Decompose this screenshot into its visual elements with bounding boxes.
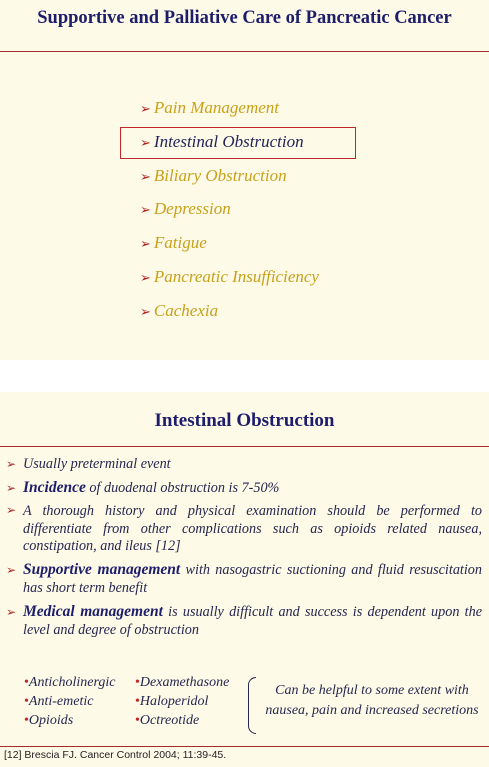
- arrow-bullet-icon: ➢: [140, 236, 151, 252]
- slide-title: Supportive and Palliative Care of Pancreatic Cancer: [37, 8, 452, 28]
- bullet-item: [6, 561, 482, 598]
- topic-label: Biliary Obstruction: [153, 165, 287, 185]
- topic-label: Cachexia: [153, 300, 219, 320]
- footer-divider: [0, 746, 489, 747]
- arrow-bullet-icon: ➢: [140, 269, 151, 285]
- bullet-text: A thorough history and physical examination should be performed to differentiate from other complications such as opioids related nausea, constipation, and ileus [12]: [23, 503, 482, 554]
- slide-intestinal-obstruction: [0, 392, 489, 767]
- bullet-text: of duodenal obstruction is 7-50%: [85, 479, 280, 496]
- arrow-bullet-icon: ➢: [140, 303, 151, 319]
- bullet-item: [6, 603, 482, 640]
- topic-label: Fatigue: [153, 233, 207, 253]
- arrow-bullet-icon: ➢: [6, 457, 17, 471]
- topic-label: Pain Management: [153, 98, 280, 117]
- reference-footer: [12] Brescia FJ. Cancer Control 2004; 11:39-45.: [4, 749, 227, 761]
- bullet-lead: Supportive management: [23, 560, 181, 578]
- drug-item: •Octreotide: [135, 713, 200, 728]
- topic-label: Depression: [153, 199, 231, 219]
- arrow-bullet-icon: ➢: [6, 562, 17, 577]
- arrow-bullet-icon: ➢: [6, 480, 17, 495]
- drug-item: •Dexamethasone: [135, 675, 230, 690]
- arrow-bullet-icon: ➢: [140, 101, 151, 116]
- title-divider: [0, 51, 489, 52]
- drug-item: •Anti-emetic: [24, 694, 94, 709]
- bullet-lead: Medical management: [23, 602, 163, 620]
- drug-list-right: [135, 673, 229, 730]
- arrow-bullet-icon: ➢: [6, 503, 17, 517]
- arrow-bullet-icon: ➢: [6, 604, 17, 619]
- bullet-text: with nasogastric suctioning and fluid resuscitation has short term benefit: [23, 561, 482, 596]
- topic-item-pancreatic-insufficiency: [140, 266, 319, 300]
- bullet-list: [6, 455, 482, 645]
- drug-item: •Haloperidol: [135, 694, 209, 709]
- topic-label: Pancreatic Insufficiency: [153, 266, 319, 286]
- bullet-text: Usually preterminal event: [23, 456, 171, 472]
- drug-list-left: [24, 673, 115, 730]
- benefit-note: Can be helpful to some extent with nausea, pain and increased secretions: [265, 683, 479, 718]
- arrow-bullet-icon: ➢: [140, 134, 151, 150]
- arrow-bullet-icon: ➢: [140, 202, 151, 218]
- topic-label: Intestinal Obstruction: [153, 131, 304, 151]
- bullet-item: [6, 479, 482, 498]
- slide-supportive-care: [0, 0, 489, 360]
- topic-item-fatigue: [140, 232, 319, 266]
- bullet-item: [6, 502, 482, 556]
- drug-item: •Anticholinergic: [24, 675, 116, 690]
- slide-title: Intestinal Obstruction: [154, 410, 335, 431]
- bullet-text: is usually difficult and success is dependent upon the level and degree of obstruction: [23, 603, 482, 638]
- arrow-bullet-icon: ➢: [140, 168, 151, 184]
- title-divider: [0, 446, 489, 447]
- drug-item: •Opioids: [24, 713, 74, 728]
- brace-bracket: [248, 677, 256, 734]
- topic-item-pain-management: [140, 97, 319, 131]
- bullet-item: [6, 455, 482, 474]
- highlight-box: [120, 127, 356, 159]
- topic-item-cachexia: [140, 300, 319, 334]
- bullet-lead: Incidence: [23, 478, 86, 496]
- topic-item-biliary-obstruction: [140, 165, 319, 199]
- topic-item-depression: [140, 198, 319, 232]
